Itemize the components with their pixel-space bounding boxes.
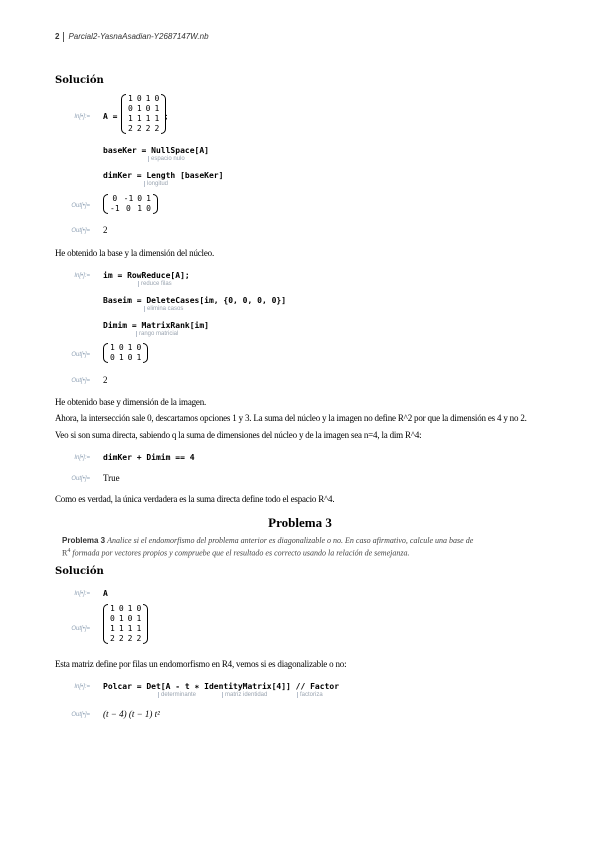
output-label: Out[•]= [71, 228, 90, 234]
output-label: Out[•]= [71, 712, 90, 718]
output-label: Out[•]= [71, 352, 90, 358]
matrix-table: 1 0 1 0 0 1 0 1 1 1 1 1 2 2 2 2 [128, 94, 160, 133]
paragraph: Veo si son suma directa, sabiendo q la suma de dimensiones del núcleo y de la imagen sea n=4, la dim R^4: [55, 430, 422, 440]
input-cell-a[interactable]: A [103, 589, 108, 598]
code-text: A = [103, 112, 118, 121]
problem-statement: Problema 3 Analice si el endomorfismo del problema anterior es diagonalizable o no. En caso afirmativo, calcule una base de $R^4$ formada por vectores propios y compruebe que el resultado es correcto usando la relación de semejanza. [62, 536, 474, 558]
input-label: In[•]:= [74, 114, 90, 120]
output-nullspace-matrix: 0 -1 0 1 -1 0 1 0 [103, 194, 158, 214]
output-image-base-matrix: 1 0 1 0 0 1 0 1 [103, 343, 148, 363]
page-header [55, 32, 209, 42]
input-label: In[•]:= [74, 455, 90, 461]
output-value: 2 [103, 375, 108, 385]
input-cell-baseim[interactable]: Baseim = DeleteCases[im, {0, 0, 0, 0}] [103, 296, 287, 305]
function-note: rango matricial [136, 331, 178, 337]
problem-title: Problema 3 [268, 515, 332, 530]
output-matrix-a: 1 0 1 0 0 1 0 1 1 1 1 1 2 2 2 2 [103, 604, 148, 644]
notebook-filename: Parcial2-YasnaAsadian-Y2687147W.nb [68, 32, 209, 42]
input-cell-rowreduce[interactable]: im = RowReduce[A]; [103, 271, 190, 280]
section-heading-solucion: Solución [55, 75, 104, 86]
input-label: In[•]:= [74, 684, 90, 690]
output-value: True [103, 473, 120, 483]
input-cell-dimkernel[interactable]: dimKer = Length [baseKer] [103, 171, 224, 180]
problem-label: Problema 3 [62, 536, 106, 545]
function-note: espacio nulo [148, 156, 185, 162]
function-note: longitud [144, 181, 168, 187]
header-divider [63, 32, 64, 42]
paragraph: He obtenido la base y la dimensión del núcleo. [55, 248, 215, 258]
paragraph: Como es verdad, la única verdadera es la suma directa define todo el espacio R^4. [55, 494, 335, 504]
code-suffix: ; [164, 112, 169, 121]
section-heading-solucion: Solución [55, 566, 104, 577]
function-note: determinante [158, 692, 196, 698]
output-label: Out[•]= [71, 378, 90, 384]
output-factorized-polynomial: (t − 4) (t − 1) t² [103, 709, 160, 719]
function-note: elimina casos [144, 306, 183, 312]
input-cell-polcar[interactable]: Polcar = Det[A - t ∗ IdentityMatrix[4]] // Factor [103, 682, 340, 691]
output-label: Out[•]= [71, 476, 90, 482]
function-note: factoriza [297, 692, 323, 698]
input-cell-a-definition[interactable] [103, 112, 117, 121]
page-number: 2 [55, 32, 60, 42]
function-note: reduce filas [138, 281, 172, 287]
matrix-a [121, 94, 166, 134]
output-label: Out[•]= [71, 203, 90, 209]
paragraph: He obtenido base y dimensión de la imagen. [55, 397, 207, 407]
input-label: In[•]:= [74, 591, 90, 597]
output-value: 2 [103, 225, 108, 235]
paragraph: Esta matriz define por filas un endomorfismo en R4, vemos si es diagonalizable o no: [55, 659, 347, 669]
input-cell-basekernel[interactable]: baseKer = NullSpace[A] [103, 146, 209, 155]
output-label: Out[•]= [71, 626, 90, 632]
input-label: In[•]:= [74, 273, 90, 279]
paragraph: Ahora, la intersección sale 0, descartamos opciones 1 y 3. La suma del núcleo y la imagen no define R^2 por que la dimensión es 4 y no 2. [55, 413, 527, 423]
function-note: matriz identidad [222, 692, 267, 698]
input-cell-dimension-check[interactable]: dimKer + Dimim == 4 [103, 453, 195, 462]
input-cell-dimim[interactable]: Dimim = MatrixRank[im] [103, 321, 209, 330]
